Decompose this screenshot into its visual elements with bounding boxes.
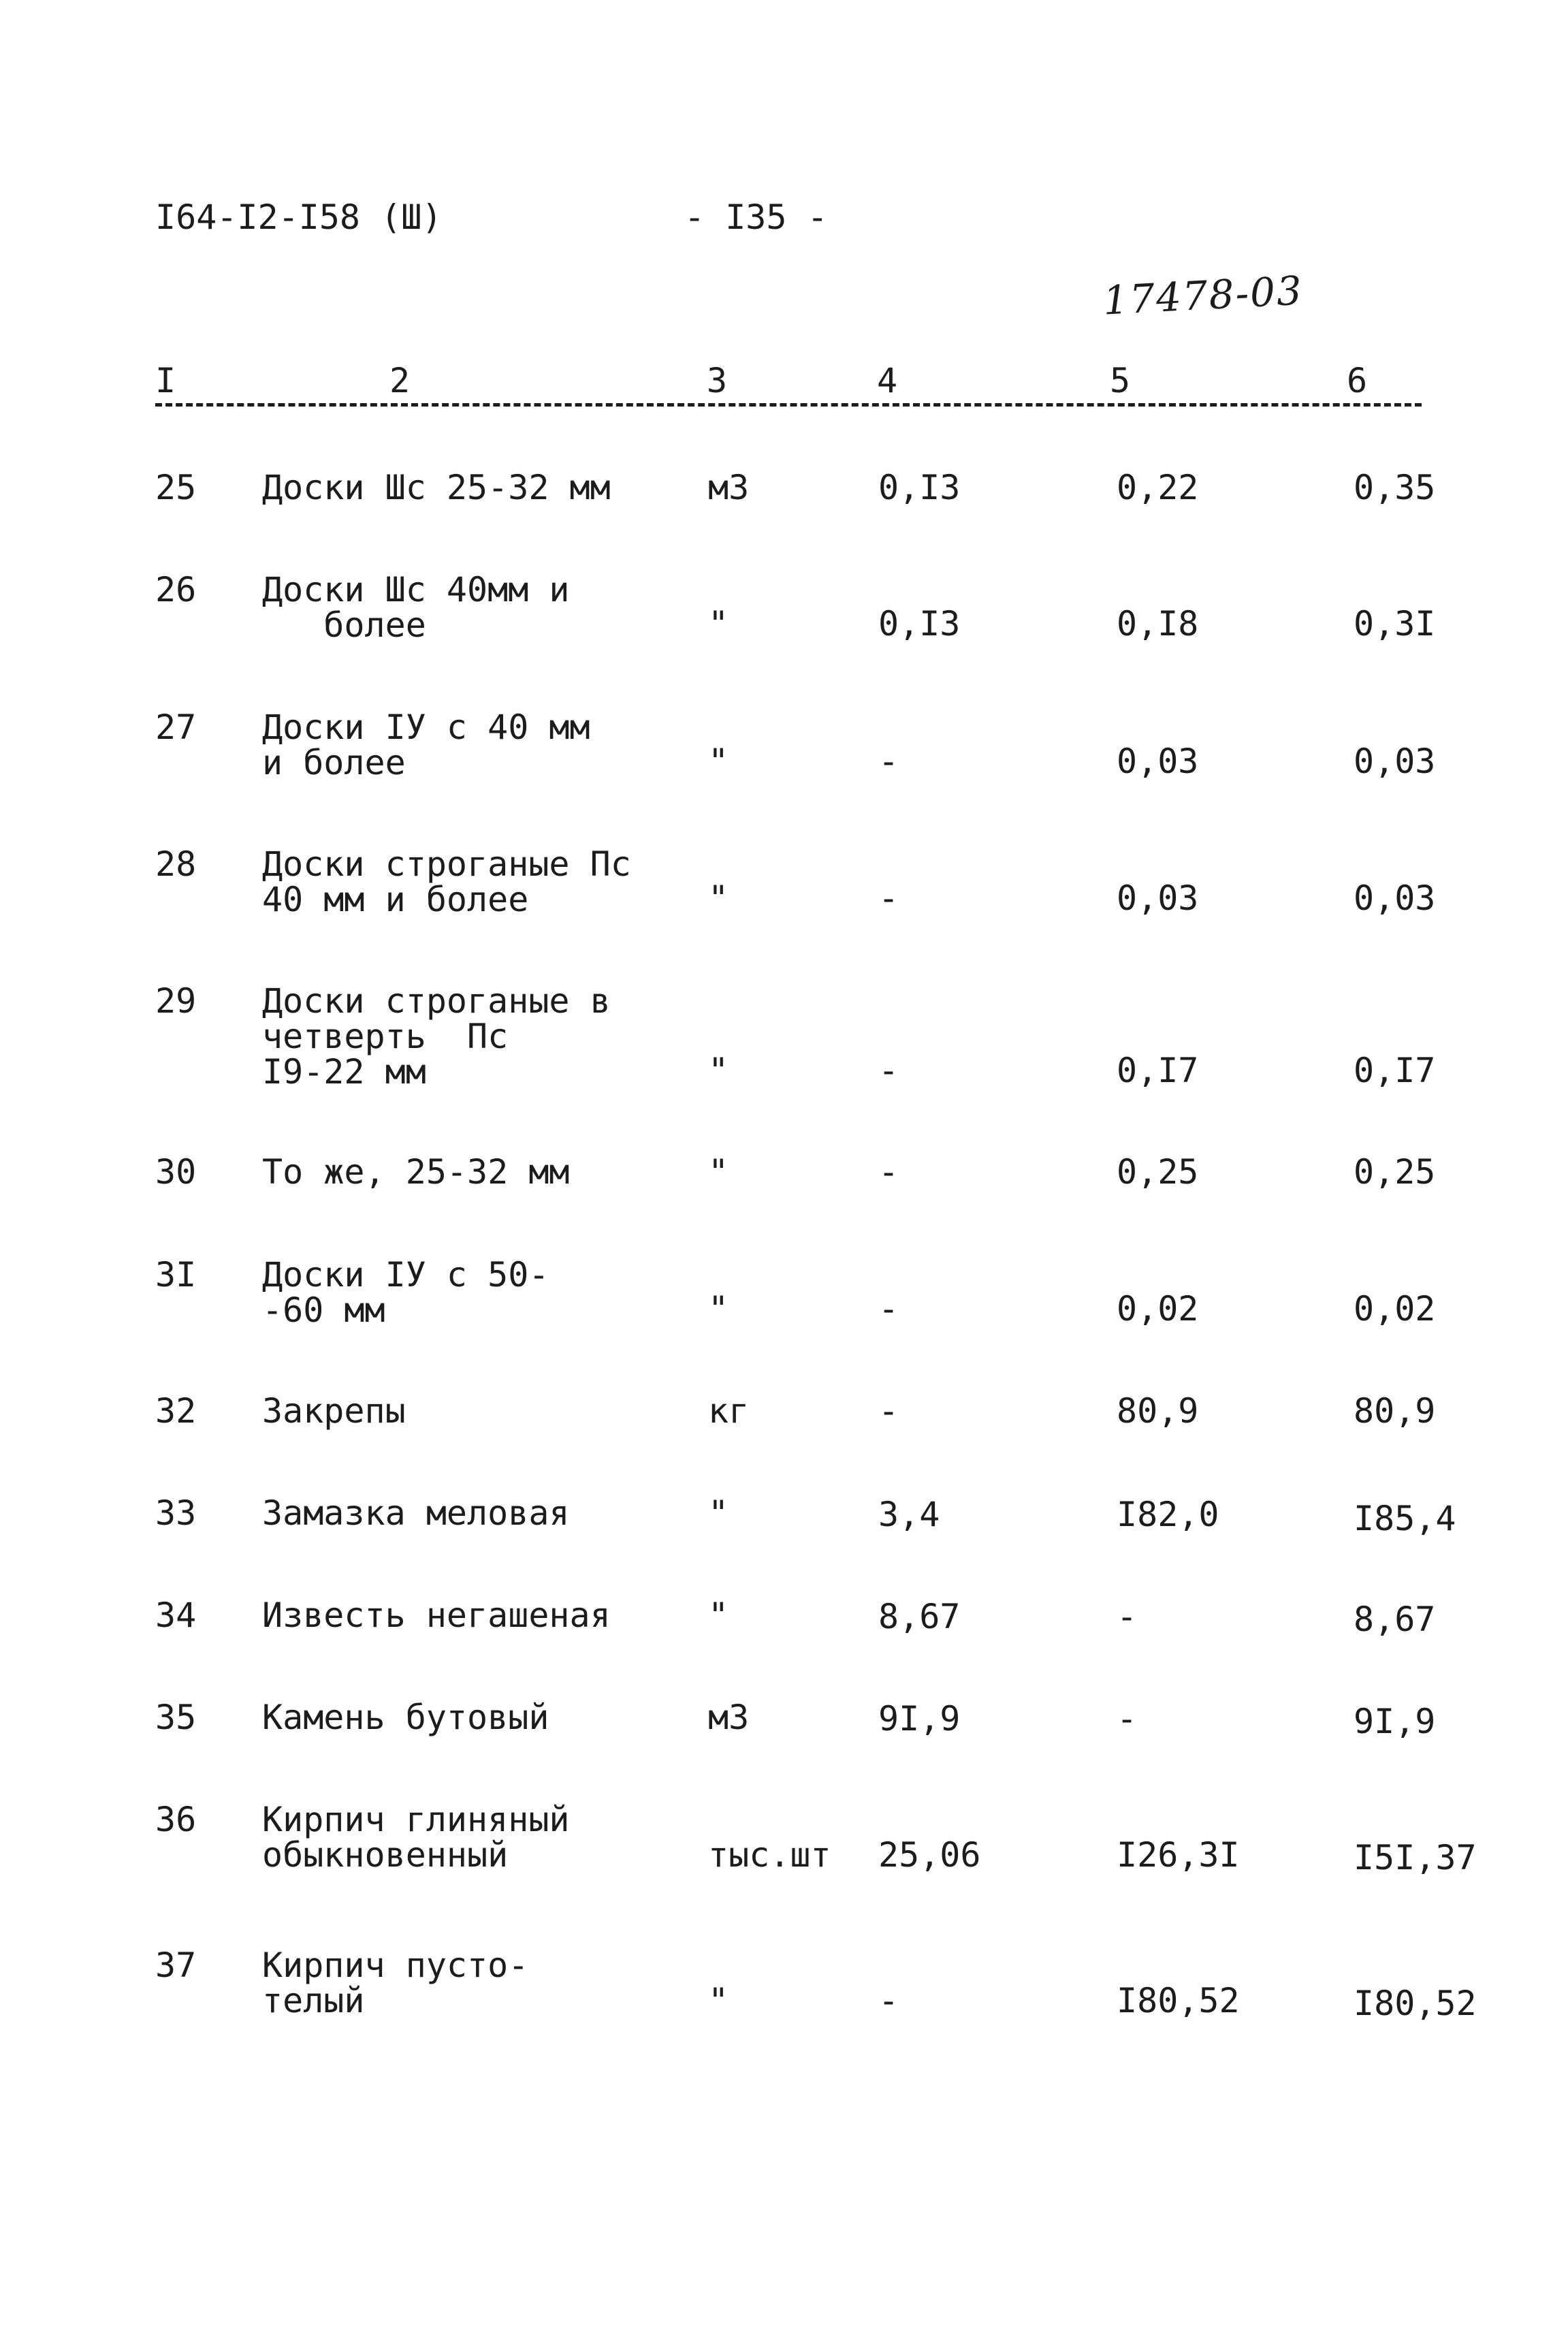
value-col-4: 8,67	[878, 1597, 961, 1636]
value-col-4: 3,4	[878, 1495, 940, 1534]
column-number-5: 5	[1110, 361, 1131, 400]
value-col-5: 0,02	[1117, 1289, 1199, 1329]
row-number: 28	[155, 844, 197, 884]
material-name: Кирпич глиняный обыкновенный	[262, 1800, 570, 1875]
value-col-6: 8,67	[1354, 1600, 1436, 1639]
unit: "	[708, 878, 729, 918]
value-col-6: 0,02	[1354, 1289, 1436, 1329]
material-name: Доски строганые Пс 40 мм и более	[262, 844, 631, 919]
row-number: 35	[155, 1698, 197, 1737]
value-col-5: 80,9	[1117, 1391, 1199, 1431]
value-col-6: 0,3I	[1354, 604, 1436, 644]
unit: м3	[708, 468, 750, 507]
column-number-4: 4	[877, 361, 898, 400]
value-col-4: -	[878, 1051, 899, 1090]
unit: м3	[708, 1698, 750, 1737]
value-col-5: 0,22	[1117, 468, 1199, 507]
material-name: Замазка меловая	[262, 1493, 570, 1533]
material-name: Кирпич пусто- телый	[262, 1946, 529, 2020]
unit: "	[708, 1289, 729, 1329]
column-number-1: I	[155, 361, 176, 400]
unit: "	[708, 604, 729, 644]
row-number: 32	[155, 1391, 197, 1431]
row-number: 33	[155, 1493, 197, 1533]
value-col-6: I80,52	[1354, 1984, 1477, 2023]
value-col-6: 0,25	[1354, 1152, 1436, 1192]
value-col-6: 0,35	[1354, 468, 1436, 507]
unit: "	[708, 1152, 729, 1192]
value-col-4: -	[878, 878, 899, 918]
material-name: Закрепы	[262, 1391, 406, 1431]
row-number: 37	[155, 1946, 197, 1985]
value-col-6: 0,03	[1354, 742, 1436, 781]
material-name: Известь негашеная	[262, 1596, 611, 1635]
value-col-5: -	[1117, 1699, 1138, 1739]
value-col-4: -	[878, 1152, 899, 1192]
row-number: 36	[155, 1800, 197, 1839]
value-col-6: 0,03	[1354, 878, 1436, 918]
row-number: 27	[155, 708, 197, 747]
value-col-5: I80,52	[1117, 1981, 1240, 2020]
value-col-4: -	[878, 742, 899, 781]
unit: кг	[708, 1391, 750, 1431]
row-number: 34	[155, 1596, 197, 1635]
handwritten-note: 17478-03	[1102, 267, 1305, 324]
row-number: 3I	[155, 1255, 197, 1295]
material-name: Доски строганые в четверть Пс I9-22 мм	[262, 981, 611, 1092]
unit: "	[708, 742, 729, 781]
value-col-5: 0,25	[1117, 1152, 1199, 1192]
row-number: 29	[155, 981, 197, 1021]
value-col-5: 0,I8	[1117, 604, 1199, 644]
value-col-5: 0,I7	[1117, 1051, 1199, 1090]
material-name: То же, 25-32 мм	[262, 1152, 570, 1192]
material-name: Доски IУ с 50- -60 мм	[262, 1255, 549, 1330]
unit: "	[708, 1981, 729, 2020]
row-number: 25	[155, 468, 197, 507]
unit: "	[708, 1051, 729, 1090]
unit: "	[708, 1596, 729, 1635]
value-col-5: -	[1117, 1597, 1138, 1636]
page-number: - I35 -	[684, 197, 828, 237]
material-name: Доски IУ с 40 мм и более	[262, 708, 590, 782]
value-col-4: -	[878, 1981, 899, 2020]
value-col-4: -	[878, 1391, 899, 1431]
column-number-2: 2	[389, 361, 411, 400]
value-col-5: 0,03	[1117, 742, 1199, 781]
value-col-4: 25,06	[878, 1835, 981, 1875]
column-number-3: 3	[707, 361, 728, 400]
value-col-4: 0,I3	[878, 604, 961, 644]
column-header-divider	[155, 403, 1422, 407]
row-number: 30	[155, 1152, 197, 1192]
value-col-6: 0,I7	[1354, 1051, 1436, 1090]
value-col-6: 9I,9	[1354, 1702, 1436, 1741]
unit: тыс.шт	[708, 1835, 831, 1875]
value-col-4: 9I,9	[878, 1699, 961, 1739]
value-col-5: I26,3I	[1117, 1835, 1240, 1875]
document-number: I64-I2-I58 (Ш)	[155, 197, 443, 237]
material-name: Камень бутовый	[262, 1698, 549, 1737]
value-col-6: I85,4	[1354, 1499, 1456, 1538]
value-col-5: I82,0	[1117, 1495, 1219, 1534]
material-name: Доски Шс 25-32 мм	[262, 468, 611, 507]
row-number: 26	[155, 570, 197, 609]
column-number-6: 6	[1347, 361, 1368, 400]
material-name: Доски Шс 40мм и более	[262, 570, 570, 645]
value-col-5: 0,03	[1117, 878, 1199, 918]
value-col-4: -	[878, 1289, 899, 1329]
value-col-4: 0,I3	[878, 468, 961, 507]
value-col-6: 80,9	[1354, 1391, 1436, 1431]
unit: "	[708, 1493, 729, 1533]
value-col-6: I5I,37	[1354, 1838, 1477, 1877]
